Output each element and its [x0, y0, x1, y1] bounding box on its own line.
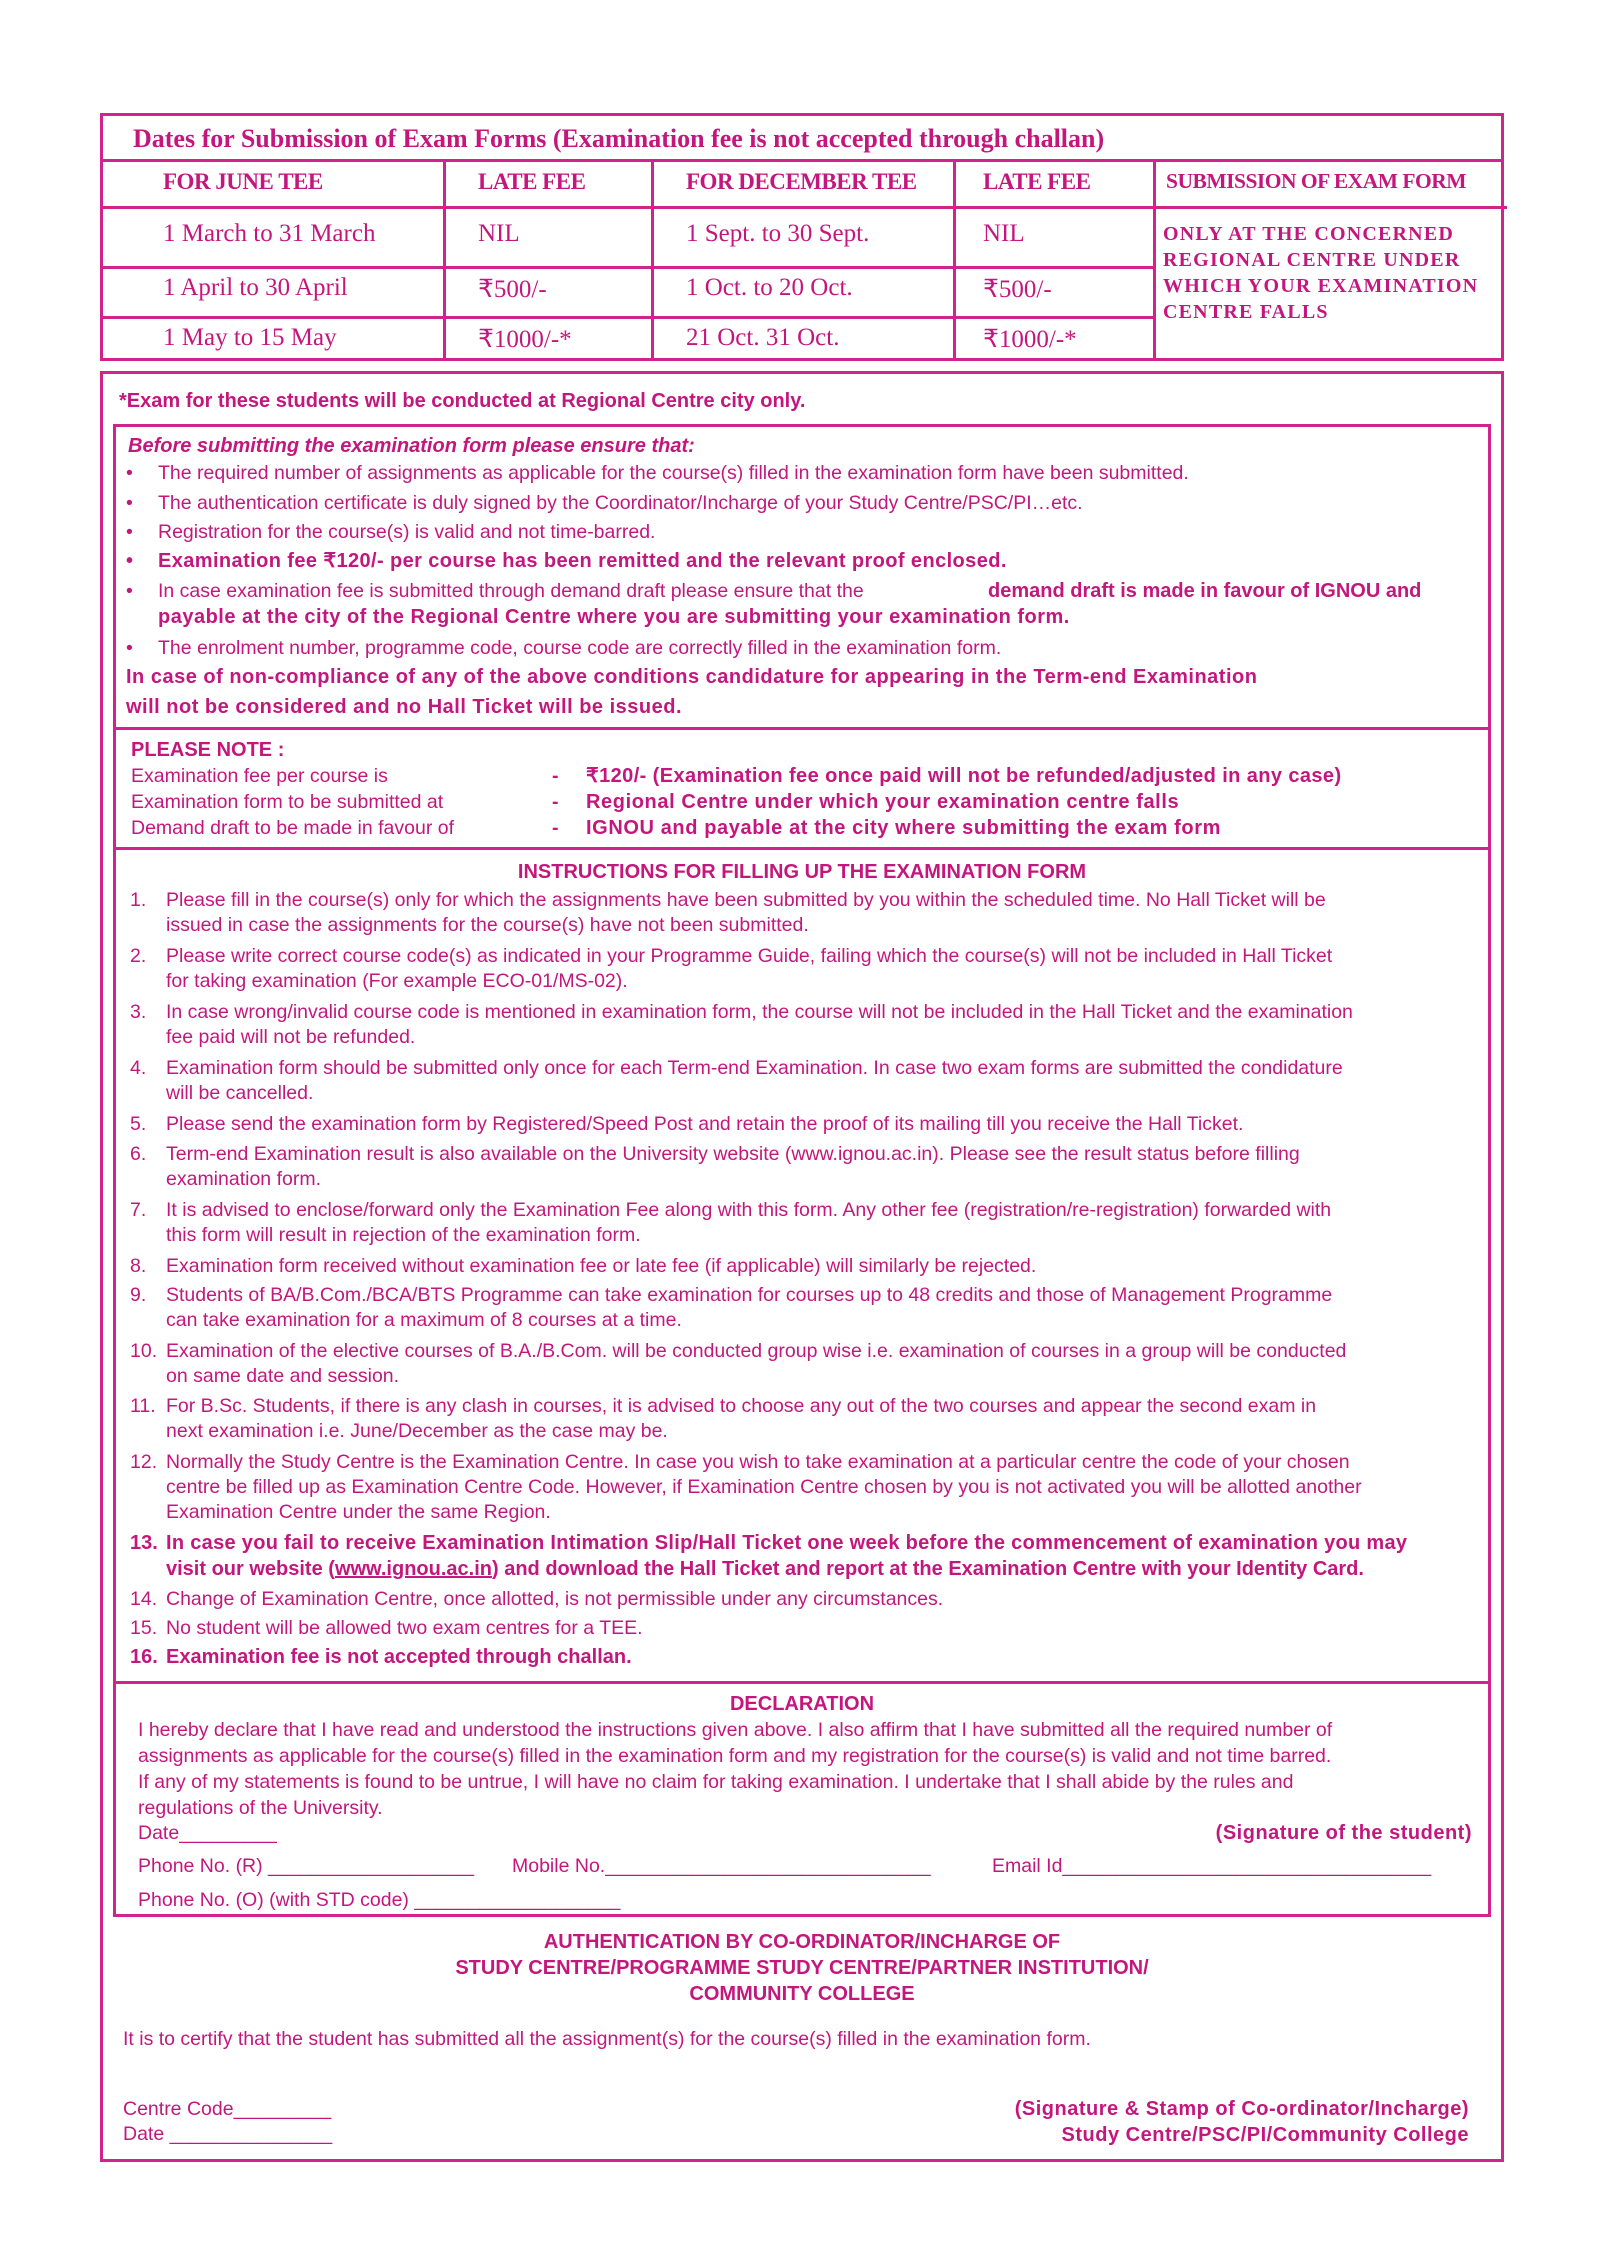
- instruction-number: 12.: [130, 1451, 158, 1473]
- bullet-icon: •: [126, 637, 133, 659]
- cell-december-period: 1 Oct. to 20 Oct.: [686, 274, 853, 301]
- cell-june-fee: ₹1000/-*: [478, 326, 572, 353]
- mobile-field[interactable]: Mobile No.______________________________: [512, 1855, 931, 1877]
- declaration-line: assignments as applicable for the course(s) filled in the examination form and my registration for the course(s) is valid and not time barred.: [138, 1745, 1332, 1767]
- main-instructions-box: [100, 371, 1504, 2162]
- ensure-heading: Before submitting the examination form please ensure that:: [128, 435, 695, 457]
- instruction-number: 5.: [130, 1113, 147, 1135]
- regional-centre-note: *Exam for these students will be conducted at Regional Centre city only.: [119, 390, 806, 412]
- instruction-text: Examination form received without examination fee or late fee (if applicable) will similarly be rejected.: [166, 1255, 1037, 1277]
- cell-june-period: 1 April to 30 April: [163, 274, 348, 301]
- section-divider: [116, 727, 1488, 730]
- authentication-heading: STUDY CENTRE/PROGRAMME STUDY CENTRE/PARTNER INSTITUTION/: [455, 1957, 1149, 1979]
- instruction-text: next examination i.e. June/December as the case may be.: [166, 1420, 668, 1442]
- instruction-text-part: ) and download the Hall Ticket and report at the Examination Centre with your Identity Card.: [491, 1558, 1364, 1580]
- bullet-icon: •: [126, 462, 133, 484]
- instruction-number: 3.: [130, 1001, 147, 1023]
- instruction-text: Change of Examination Centre, once allotted, is not permissible under any circumstances.: [166, 1588, 944, 1610]
- certify-statement: It is to certify that the student has submitted all the assignment(s) for the course(s) filled in the examination form.: [123, 2028, 1091, 2050]
- list-item: [126, 490, 1083, 516]
- email-field[interactable]: Email Id__________________________________: [992, 1855, 1432, 1877]
- instruction-text: Examination Centre under the same Region.: [166, 1501, 551, 1523]
- declaration-line: regulations of the University.: [138, 1797, 383, 1819]
- submission-note-line: CENTRE FALLS: [1163, 301, 1329, 323]
- instruction-text: on same date and session.: [166, 1365, 400, 1387]
- table-divider: [443, 162, 446, 361]
- table-divider: [953, 162, 956, 361]
- instruction-text: Examination of the elective courses of B.A./B.Com. will be conducted group wise i.e. examination of courses in a group will be conducted: [166, 1340, 1347, 1362]
- header-late-fee-december: LATE FEE: [983, 169, 1091, 194]
- instruction-number: 13.: [130, 1532, 158, 1554]
- instruction-text: fee paid will not be refunded.: [166, 1026, 416, 1048]
- instruction-text: will be cancelled.: [166, 1082, 314, 1104]
- table-divider: [103, 266, 1153, 269]
- please-note-heading: PLEASE NOTE :: [131, 739, 285, 761]
- ensure-item-continuation: payable at the city of the Regional Centre where you are submitting your examination form.: [158, 606, 1070, 628]
- instruction-number: 11.: [130, 1395, 156, 1417]
- header-december-tee: FOR DECEMBER TEE: [686, 169, 917, 194]
- header-submission: SUBMISSION OF EXAM FORM: [1166, 169, 1467, 193]
- instruction-number: 16.: [130, 1646, 158, 1668]
- instruction-text: In case wrong/invalid course code is mentioned in examination form, the course will not be included in the Hall Ticket and the examination: [166, 1001, 1353, 1023]
- submission-note-line: WHICH YOUR EXAMINATION: [1163, 275, 1479, 297]
- authentication-date-field[interactable]: Date _______________: [123, 2123, 333, 2145]
- ensure-item-text: Examination fee ₹120/- per course has been remitted and the relevant proof enclosed.: [158, 550, 1007, 572]
- instruction-number: 7.: [130, 1199, 147, 1221]
- ensure-item-text: Registration for the course(s) is valid and not time-barred.: [158, 521, 656, 543]
- cell-december-fee: ₹500/-: [983, 276, 1052, 303]
- list-item: [126, 548, 1007, 574]
- instruction-text: No student will be allowed two exam centres for a TEE.: [166, 1617, 643, 1639]
- section-divider: [116, 1681, 1488, 1684]
- table-divider: [103, 206, 1153, 209]
- noncompliance-warning: will not be considered and no Hall Ticket will be issued.: [126, 696, 683, 718]
- ensure-item-text: The authentication certificate is duly signed by the Coordinator/Incharge of your Study Centre/PSC/PI…etc.: [158, 492, 1083, 514]
- instruction-text: It is advised to enclose/forward only the Examination Fee along with this form. Any other fee (registration/re-registration) forwarded with: [166, 1199, 1332, 1221]
- authentication-heading: AUTHENTICATION BY CO-ORDINATOR/INCHARGE OF: [543, 1931, 1061, 1953]
- instruction-text: [166, 1556, 1364, 1582]
- instruction-number: 14.: [130, 1588, 158, 1610]
- fee-schedule-table: [100, 113, 1504, 361]
- please-note-label: Examination fee per course is: [131, 765, 388, 787]
- cell-december-fee: ₹1000/-*: [983, 326, 1077, 353]
- list-item: [126, 635, 1002, 661]
- declaration-heading: DECLARATION: [729, 1693, 875, 1715]
- list-item: [126, 460, 1189, 486]
- instruction-text: examination form.: [166, 1168, 321, 1190]
- cell-june-period: 1 March to 31 March: [163, 220, 376, 247]
- instruction-text: For B.Sc. Students, if there is any clash in courses, it is advised to choose any out of the two courses and appear the second exam in: [166, 1395, 1317, 1417]
- cell-december-period: 1 Sept. to 30 Sept.: [686, 220, 870, 247]
- bullet-icon: •: [126, 550, 134, 572]
- submission-note-line: REGIONAL CENTRE UNDER: [1163, 249, 1461, 271]
- table-divider: [103, 316, 1153, 319]
- coordinator-signature-label: (Signature & Stamp of Co-ordinator/Incharge): [1014, 2098, 1469, 2120]
- cell-june-fee: NIL: [478, 220, 520, 247]
- instruction-text: Normally the Study Centre is the Examination Centre. In case you wish to take examination at a particular centre the code of your chosen: [166, 1451, 1350, 1473]
- instruction-number: 6.: [130, 1143, 147, 1165]
- ensure-item-text: In case examination fee is submitted through demand draft please ensure that the: [158, 580, 864, 602]
- declaration-line: If any of my statements is found to be untrue, I will have no claim for taking examination. I undertake that I shall abide by the rules and: [138, 1771, 1294, 1793]
- website-link[interactable]: www.ignou.ac.in: [334, 1558, 492, 1580]
- centre-code-field[interactable]: Centre Code_________: [123, 2098, 332, 2120]
- fee-table-title: Dates for Submission of Exam Forms (Examination fee is not accepted through challan): [103, 116, 1501, 162]
- student-signature-label: (Signature of the student): [1215, 1822, 1472, 1844]
- please-note-dash: -: [552, 765, 559, 787]
- please-note-dash: -: [552, 817, 559, 839]
- please-note-label: Examination form to be submitted at: [131, 791, 444, 813]
- cell-june-fee: ₹500/-: [478, 276, 547, 303]
- please-note-value: IGNOU and payable at the city where submitting the exam form: [586, 817, 1222, 839]
- instruction-number: 1.: [130, 889, 147, 911]
- instruction-text: Please send the examination form by Registered/Speed Post and retain the proof of its mailing till you receive the Hall Ticket.: [166, 1113, 1244, 1135]
- instruction-text: centre be filled up as Examination Centre Code. However, if Examination Centre chosen by you is not activated you will be allotted another: [166, 1476, 1362, 1498]
- cell-december-fee: NIL: [983, 220, 1025, 247]
- instruction-number: 2.: [130, 945, 147, 967]
- instruction-text: Examination form should be submitted only once for each Term-end Examination. In case two exam forms are submitted the condidature: [166, 1057, 1343, 1079]
- coordinator-signature-sublabel: Study Centre/PSC/PI/Community College: [1061, 2124, 1469, 2146]
- authentication-heading: COMMUNITY COLLEGE: [689, 1983, 915, 2005]
- please-note-value: Regional Centre under which your examination centre falls: [586, 791, 1180, 813]
- list-item: [126, 578, 1422, 604]
- instruction-text: Examination fee is not accepted through challan.: [166, 1646, 632, 1668]
- submission-note-line: ONLY AT THE CONCERNED: [1163, 223, 1455, 245]
- instruction-text: Students of BA/B.Com./BCA/BTS Programme can take examination for courses up to 48 credits and those of Management Programme: [166, 1284, 1333, 1306]
- instruction-number: 15.: [130, 1617, 158, 1639]
- instruction-text-part: visit our website (: [166, 1558, 335, 1580]
- date-field[interactable]: Date_________: [138, 1822, 277, 1844]
- instruction-text: can take examination for a maximum of 8 courses at a time.: [166, 1309, 682, 1331]
- phone-office-field[interactable]: Phone No. (O) (with STD code) ___________________: [138, 1889, 621, 1911]
- instruction-number: 9.: [130, 1284, 147, 1306]
- header-june-tee: FOR JUNE TEE: [163, 169, 323, 194]
- bullet-icon: •: [126, 521, 133, 543]
- list-item: [126, 519, 656, 545]
- ensure-item-text: The enrolment number, programme code, course code are correctly filled in the examination form.: [158, 637, 1002, 659]
- please-note-dash: -: [552, 791, 559, 813]
- instruction-text: Please fill in the course(s) only for which the assignments have been submitted by you within the scheduled time. No Hall Ticket will be: [166, 889, 1326, 911]
- cell-june-period: 1 May to 15 May: [163, 324, 337, 351]
- declaration-line: I hereby declare that I have read and understood the instructions given above. I also affirm that I have submitted all the required number of: [138, 1719, 1333, 1741]
- instruction-text: Please write correct course code(s) as indicated in your Programme Guide, failing which the course(s) will not be included in Hall Ticket: [166, 945, 1333, 967]
- submission-note: [1163, 221, 1478, 325]
- phone-residence-field[interactable]: Phone No. (R) ___________________: [138, 1855, 475, 1877]
- instruction-number: 8.: [130, 1255, 147, 1277]
- instruction-number: 10.: [130, 1340, 158, 1362]
- section-divider: [116, 847, 1488, 850]
- inner-box: [113, 424, 1491, 1917]
- table-divider: [651, 162, 654, 361]
- instruction-text: issued in case the assignments for the course(s) have not been submitted.: [166, 914, 809, 936]
- ensure-item-text: The required number of assignments as applicable for the course(s) filled in the examination form have been submitted.: [158, 462, 1189, 484]
- bullet-icon: •: [126, 492, 133, 514]
- instruction-text: In case you fail to receive Examination Intimation Slip/Hall Ticket one week before the commencement of examination you may: [166, 1532, 1408, 1554]
- table-divider: [1153, 162, 1156, 361]
- cell-december-period: 21 Oct. 31 Oct.: [686, 324, 840, 351]
- instruction-text: Term-end Examination result is also available on the University website (www.ignou.ac.in). Please see the result status before filling: [166, 1143, 1300, 1165]
- instructions-heading: INSTRUCTIONS FOR FILLING UP THE EXAMINATION FORM: [517, 861, 1087, 883]
- bullet-icon: •: [126, 580, 133, 602]
- instruction-number: 4.: [130, 1057, 147, 1079]
- ensure-item-emphasis: demand draft is made in favour of IGNOU and: [988, 580, 1422, 602]
- noncompliance-warning: In case of non-compliance of any of the above conditions candidature for appearing in the Term-end Examination: [126, 666, 1258, 688]
- instruction-text: for taking examination (For example ECO-01/MS-02).: [166, 970, 628, 992]
- please-note-label: Demand draft to be made in favour of: [131, 817, 455, 839]
- table-divider: [1153, 206, 1507, 209]
- please-note-value: ₹120/- (Examination fee once paid will not be refunded/adjusted in any case): [586, 765, 1342, 787]
- instruction-text: this form will result in rejection of the examination form.: [166, 1224, 641, 1246]
- header-late-fee-june: LATE FEE: [478, 169, 586, 194]
